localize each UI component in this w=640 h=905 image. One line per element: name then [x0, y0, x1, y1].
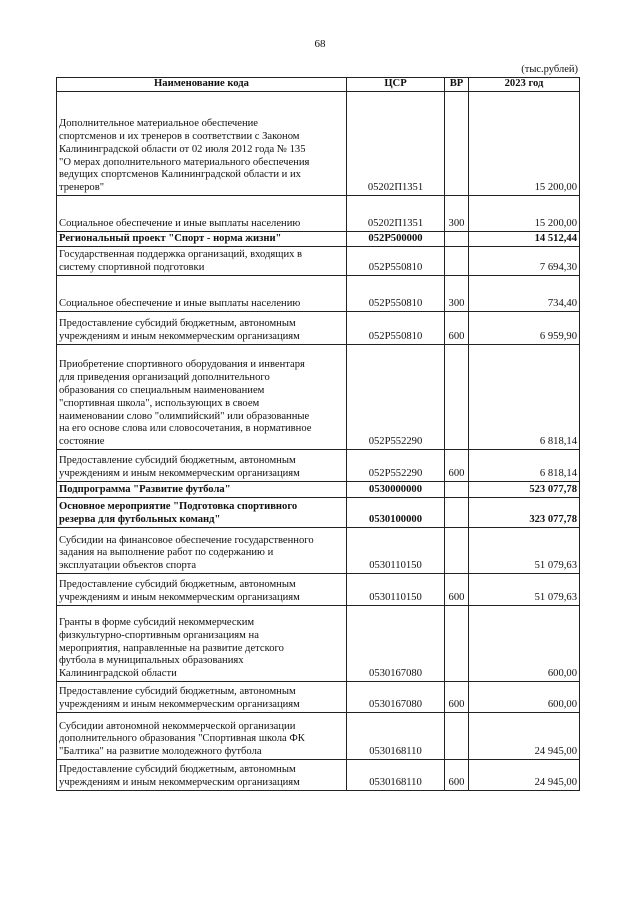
row-name-cell: Социальное обеспечение и иные выплаты населению [57, 196, 347, 232]
row-name-cell: Субсидии автономной некоммерческой организации дополнительного образования "Спортивная школа ФК "Балтика" на развитие молодежного футбола [57, 713, 347, 760]
row-vr-cell: 300 [445, 196, 469, 232]
table-row [57, 345, 580, 450]
row-vr-cell [445, 345, 469, 450]
row-vr-cell [445, 232, 469, 247]
row-name-cell: Государственная поддержка организаций, входящих в систему спортивной подготовки [57, 247, 347, 276]
table-row [57, 498, 580, 528]
row-name-cell: Предоставление субсидий бюджетным, автономным учреждениям и иным некоммерческим организациям [57, 682, 347, 713]
row-sum-cell: 7 694,30 [469, 247, 580, 276]
table-row [57, 247, 580, 276]
row-name-cell: Предоставление субсидий бюджетным, автономным учреждениям и иным некоммерческим организациям [57, 760, 347, 791]
table-header-row [57, 78, 580, 92]
row-sum-cell: 15 200,00 [469, 92, 580, 196]
row-csr-cell: 05202П1351 [347, 92, 445, 196]
table-row [57, 606, 580, 682]
row-csr-cell: 0530167080 [347, 606, 445, 682]
row-name-cell: Региональный проект "Спорт - норма жизни" [57, 232, 347, 247]
row-csr-cell: 0530110150 [347, 528, 445, 574]
row-csr-cell: 052P550810 [347, 247, 445, 276]
table-row [57, 574, 580, 606]
row-name-cell: Предоставление субсидий бюджетным, автономным учреждениям и иным некоммерческим организациям [57, 450, 347, 482]
row-sum-cell: 6 818,14 [469, 450, 580, 482]
page-number: 68 [314, 38, 326, 50]
row-csr-cell: 052P552290 [347, 345, 445, 450]
row-sum-cell: 734,40 [469, 276, 580, 312]
row-vr-cell [445, 498, 469, 528]
row-name-cell: Предоставление субсидий бюджетным, автономным учреждениям и иным некоммерческим организациям [57, 312, 347, 345]
row-name-cell: Социальное обеспечение и иные выплаты населению [57, 276, 347, 312]
header-name: Наименование кода [57, 78, 347, 92]
row-vr-cell [445, 528, 469, 574]
row-csr-cell: 052P500000 [347, 232, 445, 247]
table-row [57, 482, 580, 498]
table-row [57, 450, 580, 482]
row-sum-cell: 24 945,00 [469, 713, 580, 760]
row-vr-cell: 600 [445, 312, 469, 345]
row-csr-cell: 0530110150 [347, 574, 445, 606]
row-name-cell: Подпрограмма "Развитие футбола" [57, 482, 347, 498]
row-name-cell: Гранты в форме субсидий некоммерческим физкультурно-спортивным организациям на мероприятия, направленные на развитие детского футбола в муниципальных образованиях Калининградской области [57, 606, 347, 682]
row-csr-cell: 0530168110 [347, 713, 445, 760]
row-name-cell: Основное мероприятие "Подготовка спортивного резерва для футбольных команд" [57, 498, 347, 528]
row-csr-cell: 05202П1351 [347, 196, 445, 232]
row-sum-cell: 323 077,78 [469, 498, 580, 528]
table-row [57, 232, 580, 247]
table-row [57, 713, 580, 760]
table-row [57, 528, 580, 574]
table-row [57, 312, 580, 345]
table-row [57, 276, 580, 312]
row-vr-cell: 300 [445, 276, 469, 312]
row-name-cell: Предоставление субсидий бюджетным, автономным учреждениям и иным некоммерческим организациям [57, 574, 347, 606]
row-sum-cell: 51 079,63 [469, 528, 580, 574]
row-name-cell: Субсидии на финансовое обеспечение государственного задания на выполнение работ по содержанию и эксплуатации объектов спорта [57, 528, 347, 574]
row-sum-cell: 24 945,00 [469, 760, 580, 791]
row-vr-cell [445, 482, 469, 498]
row-vr-cell [445, 247, 469, 276]
row-name-cell: Дополнительное материальное обеспечение спортсменов и их тренеров в соответствии с Законом Калининградской области от 02 июля 2012 года № 135 "О мерах дополнительного материального обеспечения ведущих спортсменов Калининградской области и их тренеров" [57, 92, 347, 196]
header-vr: ВР [445, 78, 469, 92]
budget-table [56, 77, 580, 791]
table-row [57, 92, 580, 196]
row-sum-cell: 51 079,63 [469, 574, 580, 606]
row-csr-cell: 0530167080 [347, 682, 445, 713]
row-vr-cell [445, 606, 469, 682]
row-vr-cell: 600 [445, 450, 469, 482]
row-sum-cell: 14 512,44 [469, 232, 580, 247]
row-vr-cell: 600 [445, 574, 469, 606]
row-sum-cell: 15 200,00 [469, 196, 580, 232]
row-vr-cell [445, 713, 469, 760]
row-vr-cell [445, 92, 469, 196]
row-sum-cell: 6 818,14 [469, 345, 580, 450]
table-row [57, 682, 580, 713]
row-csr-cell: 0530000000 [347, 482, 445, 498]
row-csr-cell: 0530100000 [347, 498, 445, 528]
row-vr-cell: 600 [445, 760, 469, 791]
row-name-cell: Приобретение спортивного оборудования и инвентаря для приведения организаций дополнительного образования со специальным наименованием "спортивная школа", использующих в своем наименовании слово "олимпийский" или образованные на его основе слова или словосочетания, в нормативное состояние [57, 345, 347, 450]
row-csr-cell: 052P552290 [347, 450, 445, 482]
row-csr-cell: 052P550810 [347, 312, 445, 345]
row-vr-cell: 600 [445, 682, 469, 713]
header-sum: 2023 год [469, 78, 580, 92]
table-row [57, 196, 580, 232]
row-sum-cell: 600,00 [469, 606, 580, 682]
row-csr-cell: 052P550810 [347, 276, 445, 312]
table-row [57, 760, 580, 791]
row-sum-cell: 523 077,78 [469, 482, 580, 498]
row-csr-cell: 0530168110 [347, 760, 445, 791]
header-csr: ЦСР [347, 78, 445, 92]
table-body [57, 92, 580, 791]
row-sum-cell: 600,00 [469, 682, 580, 713]
row-sum-cell: 6 959,90 [469, 312, 580, 345]
units-label: (тыс.рублей) [521, 64, 578, 75]
